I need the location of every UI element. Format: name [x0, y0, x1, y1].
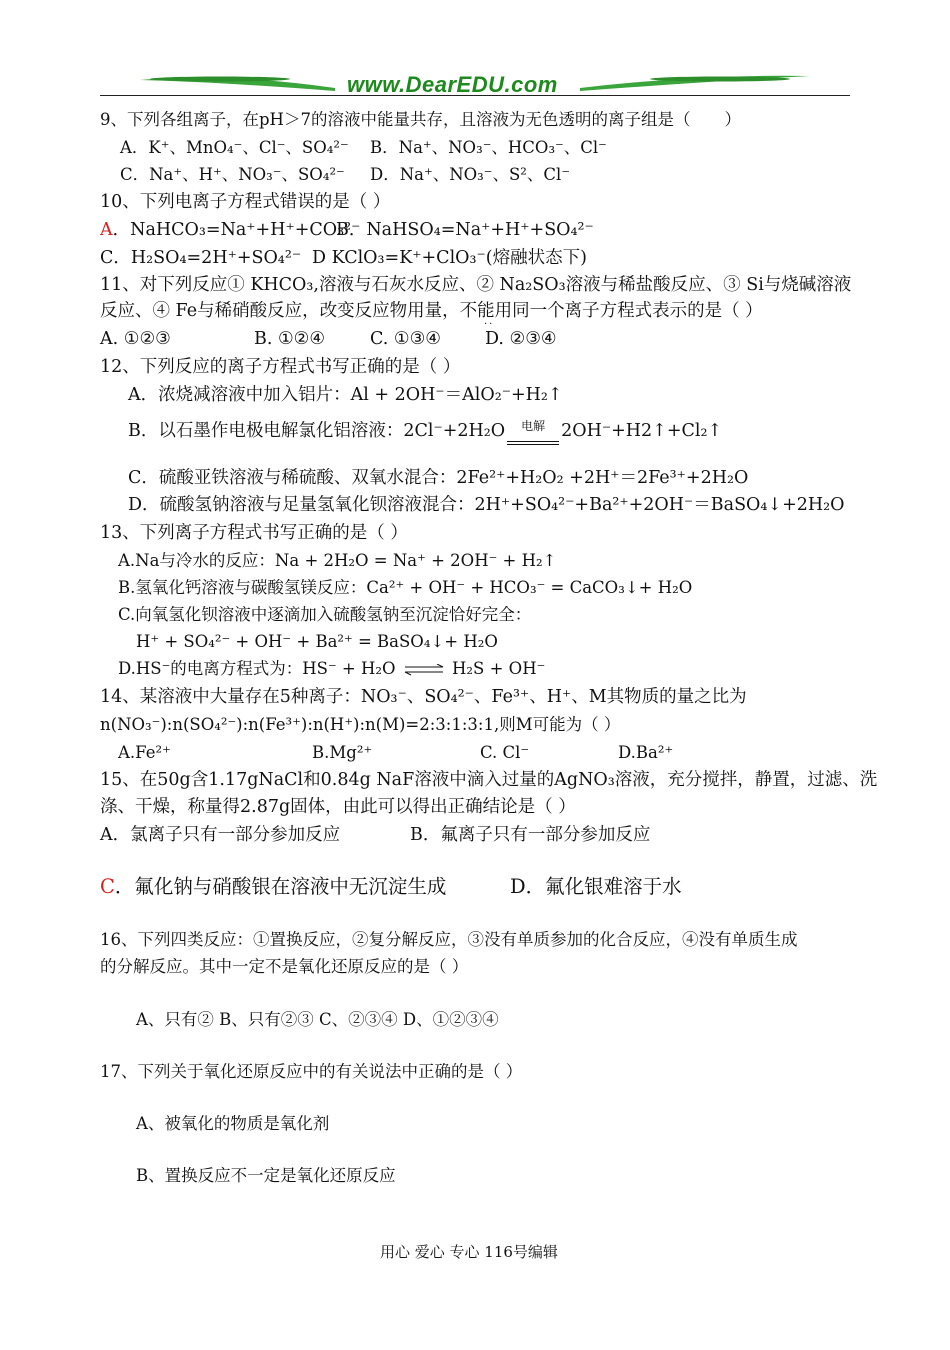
q10-option-b: B．NaHSO₄=Na⁺+H⁺+SO₄²⁻ — [336, 220, 594, 240]
q12-option-a: A．浓烧减溶液中加入铝片：Al + 2OH⁻＝AlO₂⁻+H₂↑ — [128, 385, 563, 405]
electrolysis-label: 电解 — [521, 419, 546, 433]
q11-option-a: A. ①②③ — [100, 329, 171, 349]
q15-line2: 涤、干燥，称量得2.87g固体，由此可以得出正确结论是（ ） — [100, 797, 576, 817]
q17-option-a: A、被氧化的物质是氧化剂 — [136, 1114, 330, 1133]
q11-option-d: D. ②③④ — [485, 329, 557, 349]
q12-option-b-right: 2OH⁻+H2↑+Cl₂↑ — [561, 421, 723, 441]
q10-option-a-text: ．NaHCO₃=Na⁺+H⁺+CO₃²⁻ — [112, 220, 361, 240]
q12-option-b-left: B．以石墨作电极电解氯化铝溶液：2Cl⁻+2H₂O — [128, 421, 506, 441]
q9-option-b: B．Na⁺、NO₃⁻、HCO₃⁻、Cl⁻ — [370, 138, 607, 157]
q10-answer-letter: A — [100, 220, 113, 240]
q10-stem: 10、下列电离子方程式错误的是（ ） — [100, 192, 391, 212]
q15-option-d: D．氟化银难溶于水 — [510, 875, 682, 898]
q13-option-d-left: D.HS⁻的电离方程式为：HS⁻ + H₂O — [118, 659, 396, 678]
q15-option-a: A．氯离子只有一部分参加反应 — [100, 825, 341, 845]
page-header — [100, 66, 850, 100]
q10-option-a — [100, 222, 360, 240]
q9-stem-close: ） — [724, 110, 741, 129]
q16-line1: 16、下列四类反应：①置换反应，②复分解反应，③没有单质参加的化合反应，④没有单质生成 — [100, 930, 798, 949]
q12-option-b — [128, 419, 723, 441]
q10-option-c: C．H₂SO₄=2H⁺+SO₄²⁻ — [100, 248, 302, 268]
q9-stem-text: 9、下列各组离子，在pH＞7的溶液中能量共存，且溶液为无色透明的离子组是（ — [100, 110, 691, 129]
q11-option-c: C. ①③④ — [370, 329, 441, 349]
q9-stem — [100, 112, 741, 129]
q9-option-c: C．Na⁺、H⁺、NO₃⁻、SO₄²⁻ — [120, 165, 345, 184]
q17-stem: 17、下列关于氧化还原反应中的有关说法中正确的是（ ） — [100, 1062, 523, 1081]
q15-answer-letter: C — [100, 875, 115, 898]
emphasis-dots: · · — [484, 319, 493, 330]
q14-option-d: D.Ba²⁺ — [618, 743, 674, 762]
q13-option-c-equation: H⁺ + SO₄²⁻ + OH⁻ + Ba²⁺ = BaSO₄↓+ H₂O — [136, 632, 498, 651]
q9-option-d: D．Na⁺、NO₃⁻、S²、Cl⁻ — [370, 165, 571, 184]
site-logo: www.DearEDU.com — [347, 72, 558, 97]
q13-option-c: C.向氧氢化钡溶液中逐滴加入硫酸氢钠至沉淀恰好完全： — [118, 605, 532, 624]
q13-option-d — [118, 661, 545, 678]
q11-option-b: B. ①②④ — [254, 329, 326, 349]
q15-option-b: B．氟离子只有一部分参加反应 — [410, 825, 651, 845]
q15-option-c-text: ．氟化钠与硝酸银在溶液中无沉淀生成 — [114, 875, 447, 898]
q13-stem: 13、下列离子方程式书写正确的是（ ） — [100, 523, 408, 543]
q13-option-b: B.氢氧化钙溶液与碳酸氢镁反应：Ca²⁺ + OH⁻ + HCO₃⁻ = CaCO₃↓+ H₂O — [118, 578, 693, 597]
q9-option-a: A．K⁺、MnO₄⁻、Cl⁻、SO₄²⁻ — [120, 138, 349, 157]
q10-option-d: D KClO₃=K⁺+ClO₃⁻(熔融状态下) — [312, 248, 587, 268]
q12-stem: 12、下列反应的离子方程式书写正确的是（ ） — [100, 357, 461, 377]
q13-option-d-right: H₂S + OH⁻ — [452, 659, 546, 678]
q14-option-a: A.Fe²⁺ — [118, 743, 171, 762]
q15-option-c — [100, 877, 446, 897]
q17-option-b: B、置换反应不一定是氧化还原反应 — [136, 1166, 396, 1185]
q11-line2: 反应、④ Fe与稀硝酸反应，改变反应物用量，不能用同一个离子方程式表示的是（ ） — [100, 301, 763, 321]
q15-line1: 15、在50g含1.17gNaCl和0.84g NaF溶液中滴入过量的AgNO₃溶液，充分搅拌，静置，过滤、洗 — [100, 770, 878, 790]
q16-line2: 的分解反应。其中一定不是氧化还原反应的是（ ） — [100, 957, 469, 976]
equilibrium-arrow-icon — [401, 664, 447, 676]
page-footer: 用心 爱心 专心 116号编辑 — [380, 1243, 558, 1261]
q12-option-c: C．硫酸亚铁溶液与稀硫酸、双氧水混合：2Fe²⁺+H₂O₂ +2H⁺＝2Fe³⁺+2H₂O — [128, 468, 749, 488]
q14-ratio: n(NO₃⁻):n(SO₄²⁻):n(Fe³⁺):n(H⁺):n(M)=2:3:1:3:1,则M可能为（ ） — [100, 715, 621, 734]
q16-options: A、只有② B、只有②③ C、②③④ D、①②③④ — [136, 1010, 499, 1029]
q14-stem: 14、某溶液中大量存在5种离子：NO₃⁻、SO₄²⁻、Fe³⁺、H⁺、M其物质的量之比为 — [100, 687, 747, 707]
q13-option-a: A.Na与冷水的反应：Na + 2H₂O = Na⁺ + 2OH⁻ + H₂↑ — [118, 551, 557, 570]
q14-option-c: C. Cl⁻ — [480, 743, 530, 762]
electrolysis-sign — [505, 419, 561, 441]
q12-option-d: D．硫酸氢钠溶液与足量氢氧化钡溶液混合：2H⁺+SO₄²⁻+Ba²⁺+2OH⁻＝BaSO₄↓+2H₂O — [128, 495, 845, 515]
q14-option-b: B.Mg²⁺ — [312, 743, 373, 762]
q11-line1: 11、对下列反应① KHCO₃,溶液与石灰水反应、② Na₂SO₃溶液与稀盐酸反应、③ Si与烧碱溶液 — [100, 275, 852, 295]
